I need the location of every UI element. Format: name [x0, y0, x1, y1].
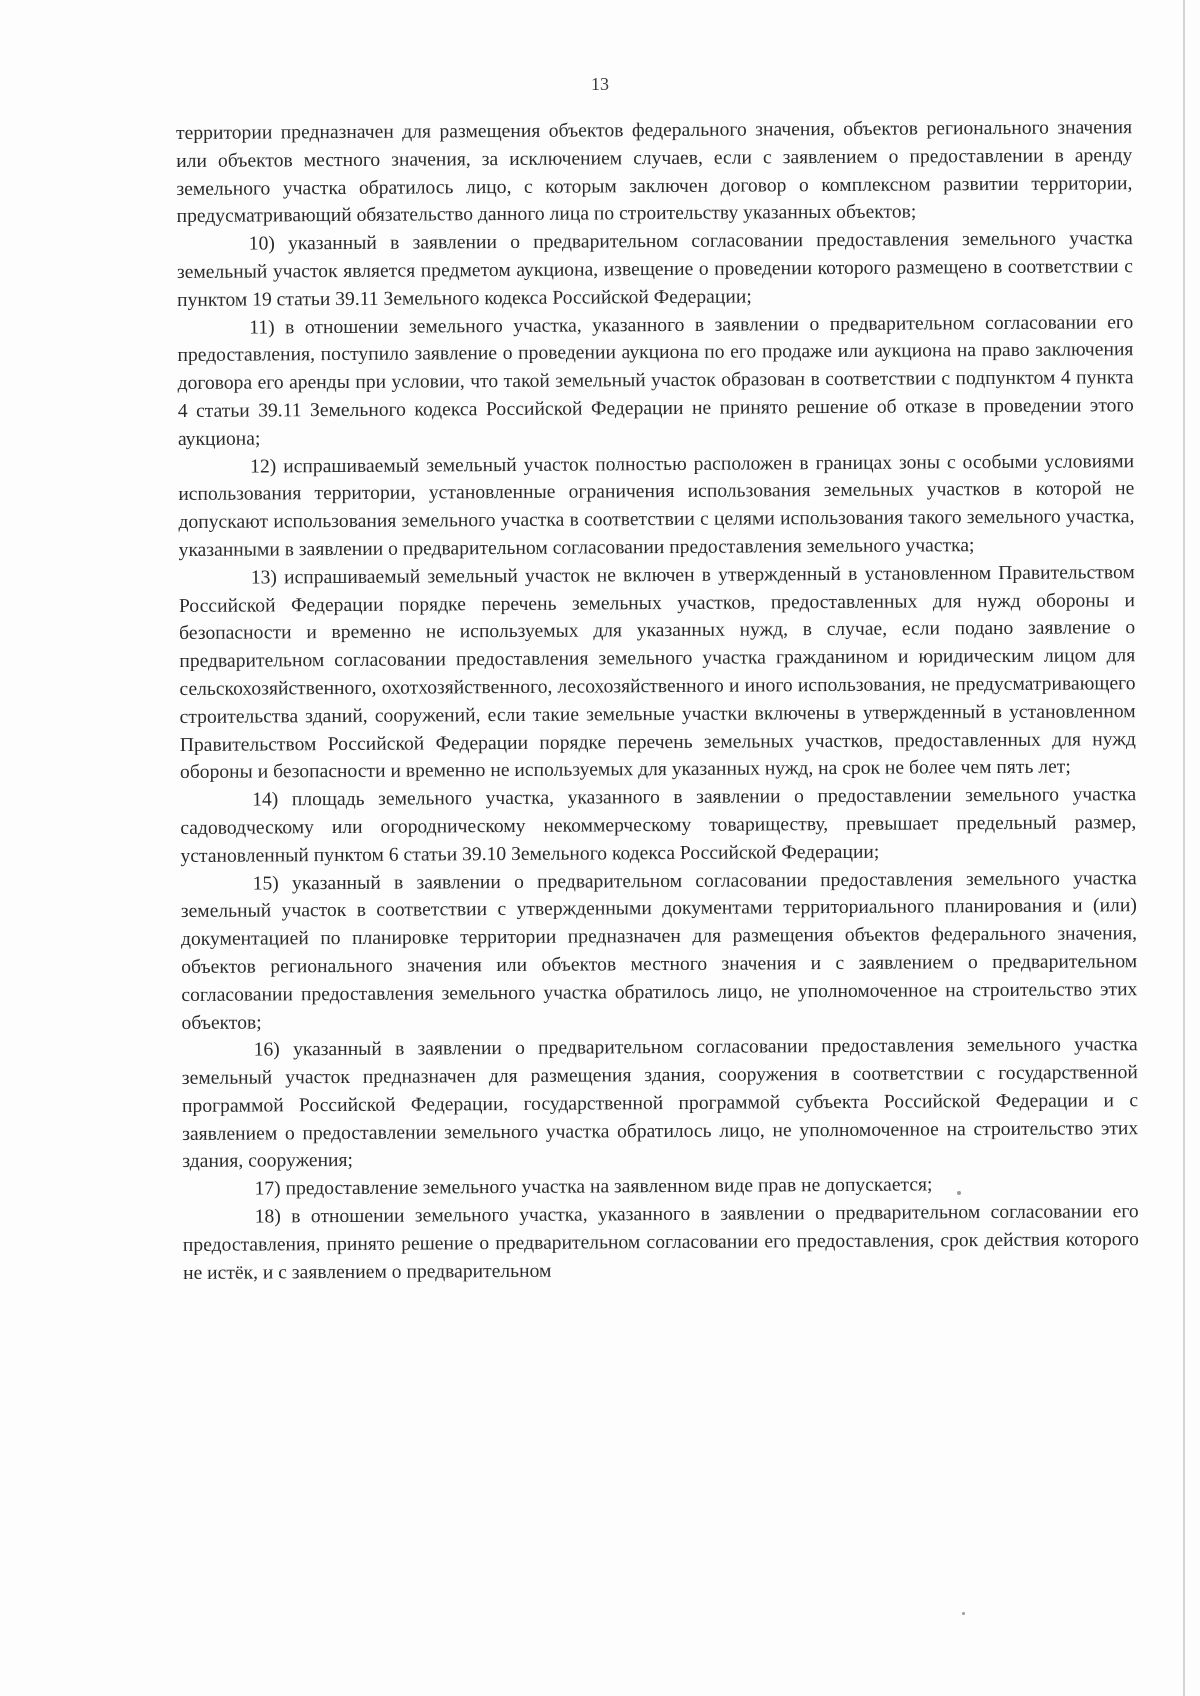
document-body	[176, 114, 1139, 1287]
scan-edge-line	[1183, 0, 1185, 1696]
list-item-12: 12) испрашиваемый земельный участок полностью расположен в границах зоны с особыми условиями использования территории, установленные ограничения использования земельных участков в которой не допускают использования земельного участка в соответствии с целями использования такого земельного участка, указанными в заявлении о предварительном согласовании предоставления земельного участка;	[178, 450, 1135, 561]
list-item-10: 10) указанный в заявлении о предварительном согласовании предоставления земельного участка земельный участок является предметом аукциона, извещение о проведении которого размещено в соответствии с пунктом 19 статьи 39.11 Земельного кодекса Российской Федерации;	[176, 228, 1133, 311]
list-item-18: 18) в отношении земельного участка, указанного в заявлении о предварительном согласовании его предоставления, принято решение о предварительном согласовании его предоставления, срок действия которого не истёк, и с заявлением о предварительном	[182, 1201, 1139, 1284]
list-item-15: 15) указанный в заявлении о предварительном согласовании предоставления земельного участка земельный участок в соответствии с утвержденными документами территориального планирования и (или) документацией по планировке территории предназначен для размещения объектов федерального значения, объектов регионального значения или объектов местного значения и с заявлением о предварительном согласовании предоставления земельного участка обратилось лицо, не уполномоченное на строительство этих объектов;	[180, 867, 1138, 1034]
paragraph-continuation: территории предназначен для размещения объектов федерального значения, объектов регионального значения или объектов местного значения, за исключением случаев, если с заявлением о предоставлении в аренду земельного участка обратилось лицо, с которым заключен договор о комплексном развитии территории, предусматривающий обязательство данного лица по строительству указанных объектов;	[176, 117, 1133, 228]
list-item-16: 16) указанный в заявлении о предварительном согласовании предоставления земельного участка земельный участок предназначен для размещения здания, сооружения в соответствии с государственной программой Российской Федерации, государственной программой субъекта Российской Федерации и с заявлением о предоставлении земельного участка обратилось лицо, не уполномоченное на строительство этих здания, сооружения;	[181, 1034, 1139, 1173]
list-item-17: 17) предоставление земельного участка на заявленном виде прав не допускается;	[254, 1174, 933, 1200]
list-item-11: 11) в отношении земельного участка, указанного в заявлении о предварительном согласовании его предоставления, поступило заявление о проведении аукциона по его продаже или аукциона на право заключения договора его аренды при условии, что такой земельный участок образован в соответствии с подпунктом 4 пункта 4 статьи 39.11 Земельного кодекса Российской Федерации не принято решение об отказе в проведении этого аукциона;	[177, 311, 1134, 450]
scan-speck	[957, 1191, 961, 1195]
list-item-14: 14) площадь земельного участка, указанного в заявлении о предоставлении земельного участка садоводческому или огородническому некоммерческому товариществу, превышает предельный размер, установленный пунктом 6 статьи 39.10 Земельного кодекса Российской Федерации;	[180, 784, 1137, 867]
list-item-13: 13) испрашиваемый земельный участок не включен в утвержденный в установленном Правительством Российской Федерации порядке перечень земельных участков, предоставленных для нужд обороны и безопасности и временно не используемых для указанных нужд, в случае, если подано заявление о предварительном согласовании предоставления земельного участка гражданином и юридическим лицом для сельскохозяйственного, охотхозяйственного, лесохозяйственного и иного использования, не предусматривающего строительства зданий, сооружений, если такие земельные участки включены в утвержденный в установленном Правительством Российской Федерации порядке перечень земельных участков, предоставленных для нужд обороны и безопасности и временно не используемых для указанных нужд, на срок не более чем пять лет;	[178, 561, 1136, 784]
scan-speck	[962, 1612, 965, 1615]
page-number: 13	[591, 74, 609, 94]
